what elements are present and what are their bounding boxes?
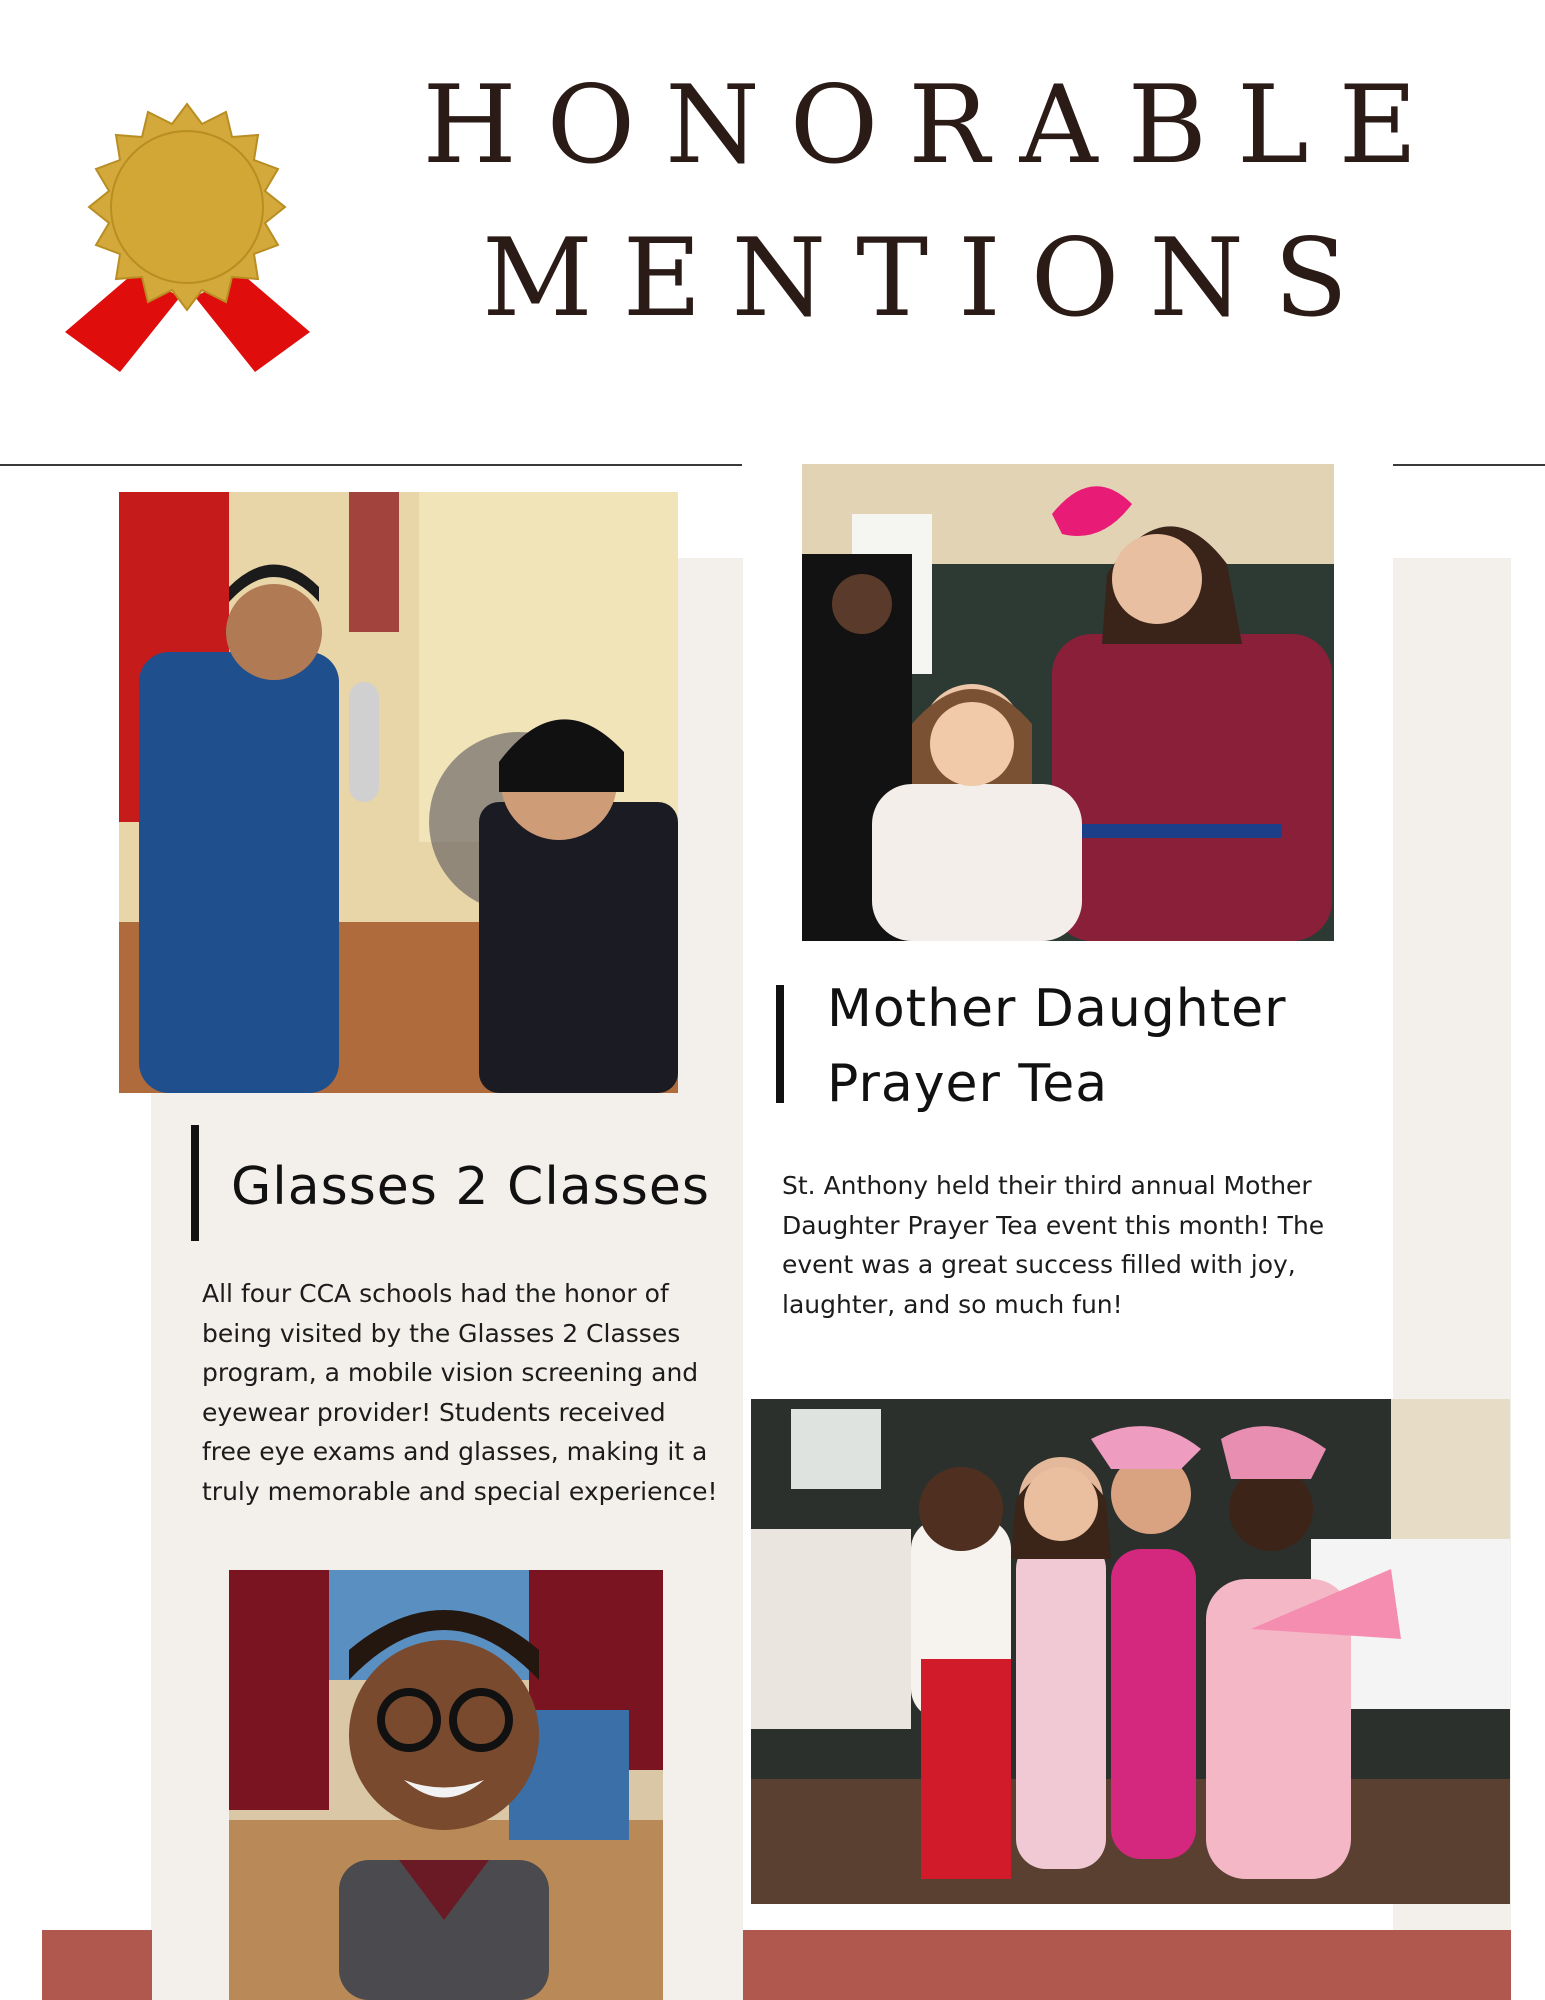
section-heading-tea-line-2: Prayer Tea (827, 1054, 1109, 1115)
photo-student-glasses (229, 1570, 663, 2000)
section-body-tea: St. Anthony held their third annual Mother Daughter Prayer Tea event this month! The event was a great success filled with joy, laughter, and so much fun! (782, 1171, 1325, 1319)
divider-left (0, 464, 742, 466)
award-ribbon-icon (60, 42, 315, 377)
section-heading-glasses: Glasses 2 Classes (231, 1157, 710, 1217)
footer-band-right (743, 1930, 1511, 2000)
section-body-glasses: All four CCA schools had the honor of being visited by the Glasses 2 Classes program, a mobile vision screening and eyewear provider! Students received free eye exams and glasses, making it a truly memorable and special experience! (202, 1279, 718, 1506)
section-heading-tea-line-1: Mother Daughter (827, 979, 1287, 1039)
photo-eye-exam (119, 492, 678, 1093)
footer-band-left (42, 1930, 152, 2000)
photo-four-girls (751, 1399, 1510, 1904)
photo-mother-daughter (802, 464, 1334, 941)
heading-accent-bar (191, 1125, 199, 1241)
heading-accent-bar (776, 985, 784, 1103)
page-title-line-1: HONORABLE (422, 63, 1448, 188)
page-title-line-2: MENTIONS (482, 216, 1378, 341)
divider-right (1393, 464, 1545, 466)
section-heading-tea (827, 972, 1287, 1123)
